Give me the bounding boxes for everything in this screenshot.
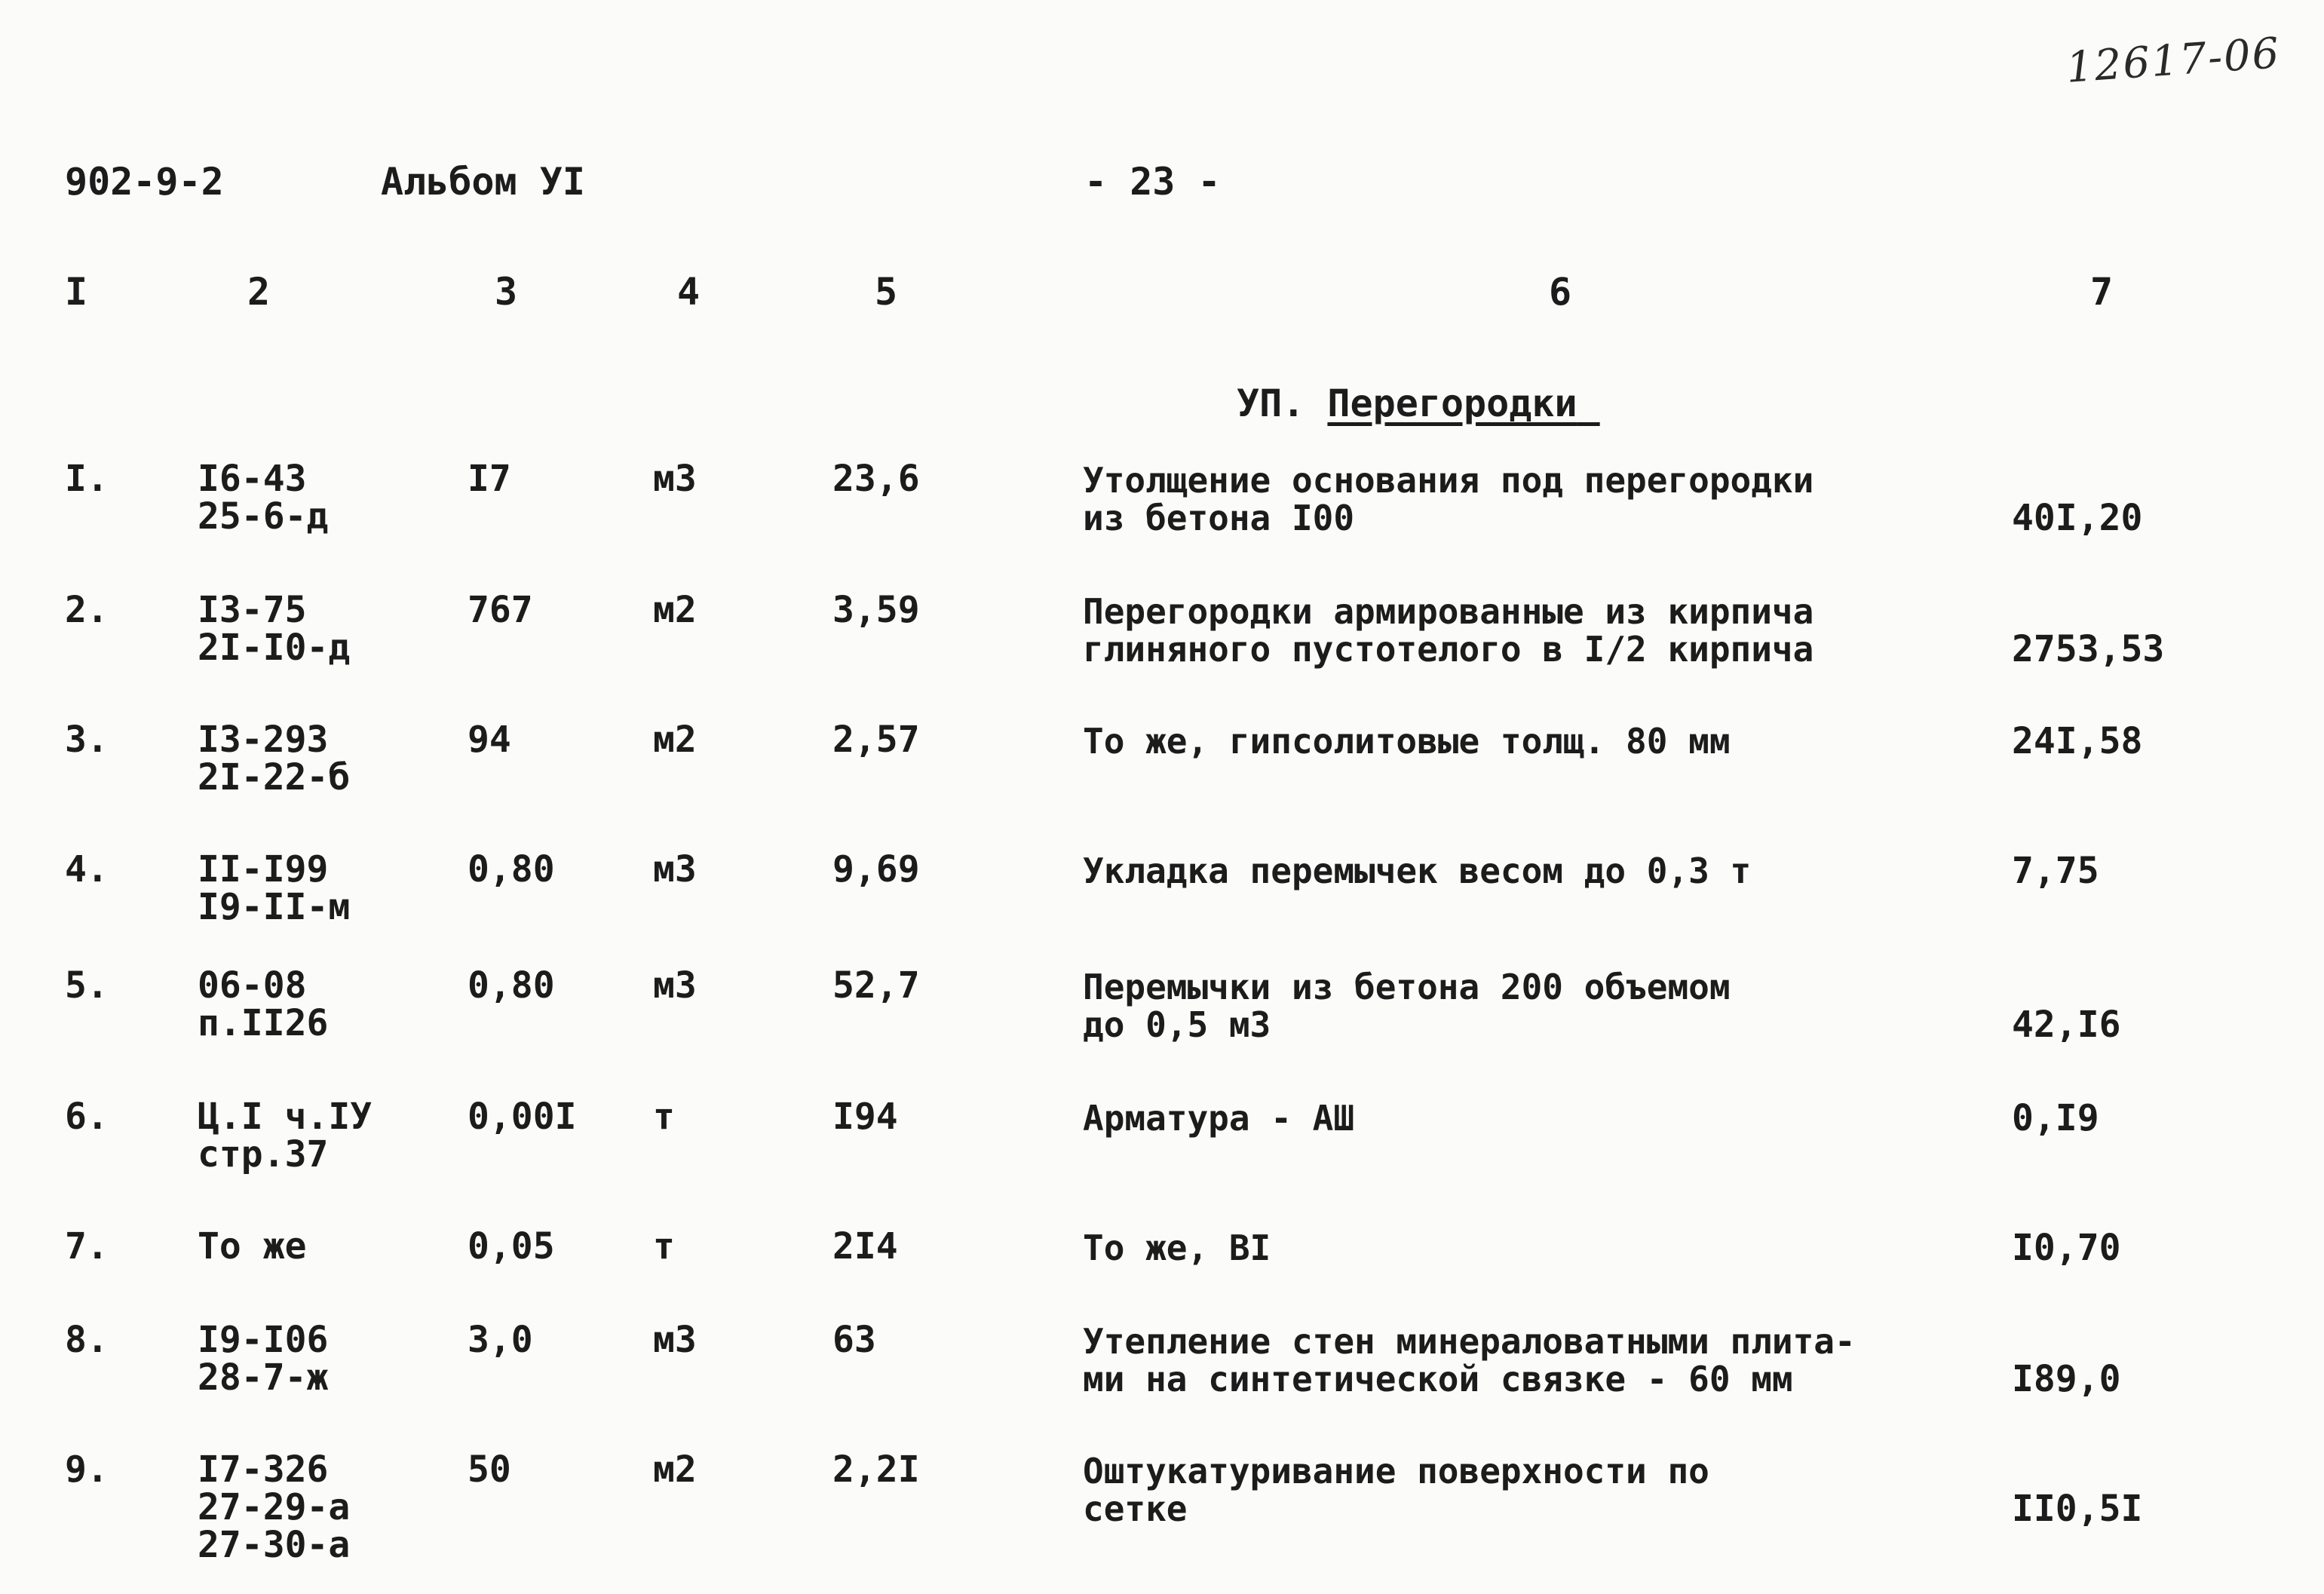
row-code-line: I9-II-м bbox=[198, 886, 351, 928]
row-unit-price: I94 bbox=[832, 1096, 898, 1138]
row-quantity: 94 bbox=[468, 719, 511, 761]
row-code-line: II-I99 bbox=[198, 848, 329, 890]
row-description-line: сетке bbox=[1083, 1488, 1188, 1529]
row-code-line: 28-7-ж bbox=[198, 1356, 329, 1399]
row-unit-price: 23,6 bbox=[832, 458, 920, 500]
column-number-4: 4 bbox=[677, 270, 701, 314]
row-unit: т bbox=[653, 1225, 675, 1268]
row-total: I89,0 bbox=[2012, 1358, 2121, 1400]
column-number-1: I bbox=[65, 270, 88, 314]
row-description-line: Укладка перемычек весом до 0,3 т bbox=[1083, 851, 1752, 891]
row-code bbox=[198, 848, 351, 928]
row-description-line: То же, гипсолитовые толщ. 80 мм bbox=[1083, 721, 1731, 762]
row-description-line: Арматура - АШ bbox=[1083, 1098, 1355, 1139]
row-number: 7. bbox=[65, 1225, 109, 1268]
row-unit: м3 bbox=[653, 964, 697, 1007]
row-description-line: Утепление стен минераловатными плита- bbox=[1083, 1321, 1856, 1362]
row-description-line: до 0,5 м3 bbox=[1083, 1004, 1271, 1045]
row-description bbox=[1083, 1099, 1958, 1137]
row-number: 3. bbox=[65, 719, 109, 761]
row-code-line: стр.37 bbox=[198, 1133, 329, 1176]
row-code bbox=[198, 1319, 329, 1399]
row-quantity: 50 bbox=[468, 1448, 511, 1491]
row-description-line: ми на синтетической связке - 60 мм bbox=[1083, 1359, 1793, 1399]
handwritten-corner-note: 12617-06 bbox=[2065, 29, 2283, 93]
row-unit: м3 bbox=[653, 848, 697, 890]
row-number: 8. bbox=[65, 1319, 109, 1361]
row-description bbox=[1083, 852, 1958, 890]
row-code-line: I7-326 bbox=[198, 1448, 329, 1491]
row-unit-price: 2,2I bbox=[832, 1448, 920, 1491]
row-description bbox=[1083, 968, 1958, 1044]
row-unit-price: 2,57 bbox=[832, 719, 920, 761]
row-code-line: Ц.I ч.IУ bbox=[198, 1096, 373, 1138]
row-code bbox=[198, 1448, 351, 1566]
column-number-3: 3 bbox=[495, 270, 518, 314]
row-description-line: Оштукатуривание поверхности по bbox=[1083, 1451, 1709, 1491]
row-total: 42,I6 bbox=[2012, 1004, 2121, 1046]
row-code bbox=[198, 719, 351, 799]
row-description bbox=[1083, 1452, 1958, 1528]
row-code-line: I9-I06 bbox=[198, 1319, 329, 1361]
row-description-line: Утолщение основания под перегородки bbox=[1083, 460, 1814, 501]
page-number: - 23 - bbox=[1084, 160, 1221, 204]
row-quantity: 0,00I bbox=[468, 1096, 577, 1138]
row-quantity: 767 bbox=[468, 589, 533, 631]
row-code-line: I6-43 bbox=[198, 458, 307, 500]
row-description-line: глиняного пустотелого в I/2 кирпича bbox=[1083, 629, 1814, 670]
row-unit: м3 bbox=[653, 458, 697, 500]
row-code-line: 27-30-а bbox=[198, 1524, 351, 1566]
row-quantity: I7 bbox=[468, 458, 511, 500]
row-unit: м2 bbox=[653, 1448, 697, 1491]
row-total: 2753,53 bbox=[2012, 628, 2165, 670]
row-code-line: п.II26 bbox=[198, 1002, 329, 1044]
album-label: Альбом УI bbox=[381, 160, 585, 204]
row-code-line: 25-6-д bbox=[198, 495, 329, 538]
row-code-line: То же bbox=[198, 1225, 307, 1268]
row-number: 5. bbox=[65, 964, 109, 1007]
row-description-line: из бетона I00 bbox=[1083, 498, 1355, 538]
row-description bbox=[1083, 593, 1958, 668]
row-total: 0,I9 bbox=[2012, 1097, 2099, 1139]
row-code-line: I3-75 bbox=[198, 589, 307, 631]
row-code bbox=[198, 591, 350, 667]
row-code bbox=[198, 458, 329, 538]
row-description-line: То же, BI bbox=[1083, 1228, 1271, 1268]
column-number-6: 6 bbox=[1549, 270, 1572, 314]
row-total: 24I,58 bbox=[2012, 720, 2143, 762]
row-unit: м3 bbox=[653, 1319, 697, 1361]
document-code: 902-9-2 bbox=[65, 160, 224, 204]
row-total: I0,70 bbox=[2012, 1227, 2121, 1269]
row-unit: т bbox=[653, 1096, 675, 1138]
row-number: 2. bbox=[65, 589, 109, 631]
row-unit: м2 bbox=[653, 719, 697, 761]
row-description bbox=[1083, 1323, 1958, 1398]
row-quantity: 0,80 bbox=[468, 848, 555, 890]
row-quantity: 0,80 bbox=[468, 964, 555, 1007]
row-description bbox=[1083, 1229, 1958, 1267]
section-number: УП. bbox=[1237, 382, 1305, 425]
row-code-line: 27-29-а bbox=[198, 1486, 351, 1528]
row-code bbox=[198, 1225, 307, 1268]
row-number: 9. bbox=[65, 1448, 109, 1491]
column-number-2: 2 bbox=[247, 270, 271, 314]
section-title bbox=[1237, 382, 1600, 425]
row-code-line: I3-293 bbox=[198, 719, 329, 761]
row-number: 6. bbox=[65, 1096, 109, 1138]
row-number: I. bbox=[65, 458, 109, 500]
section-name: Перегородки bbox=[1327, 382, 1577, 425]
row-total: II0,5I bbox=[2012, 1488, 2143, 1530]
row-quantity: 3,0 bbox=[468, 1319, 533, 1361]
row-code-line: 2I-I0-д bbox=[198, 627, 351, 669]
column-number-7: 7 bbox=[2090, 270, 2114, 314]
row-unit-price: 63 bbox=[832, 1319, 876, 1361]
row-number: 4. bbox=[65, 848, 109, 890]
row-quantity: 0,05 bbox=[468, 1225, 555, 1268]
row-total: 7,75 bbox=[2012, 850, 2099, 892]
row-description-line: Перегородки армированные из кирпича bbox=[1083, 591, 1814, 632]
row-unit-price: 9,69 bbox=[832, 848, 920, 890]
row-unit-price: 2I4 bbox=[832, 1225, 898, 1268]
row-unit-price: 52,7 bbox=[832, 964, 920, 1007]
row-description bbox=[1083, 461, 1958, 537]
row-unit: м2 bbox=[653, 589, 697, 631]
row-code-line: 06-08 bbox=[198, 964, 307, 1007]
row-unit-price: 3,59 bbox=[832, 589, 920, 631]
row-total: 40I,20 bbox=[2012, 497, 2143, 539]
row-code bbox=[198, 1096, 373, 1176]
row-description-line: Перемычки из бетона 200 объемом bbox=[1083, 967, 1731, 1007]
row-code bbox=[198, 964, 329, 1044]
column-number-5: 5 bbox=[875, 270, 898, 314]
row-description bbox=[1083, 722, 1958, 760]
row-code-line: 2I-22-б bbox=[198, 756, 351, 799]
